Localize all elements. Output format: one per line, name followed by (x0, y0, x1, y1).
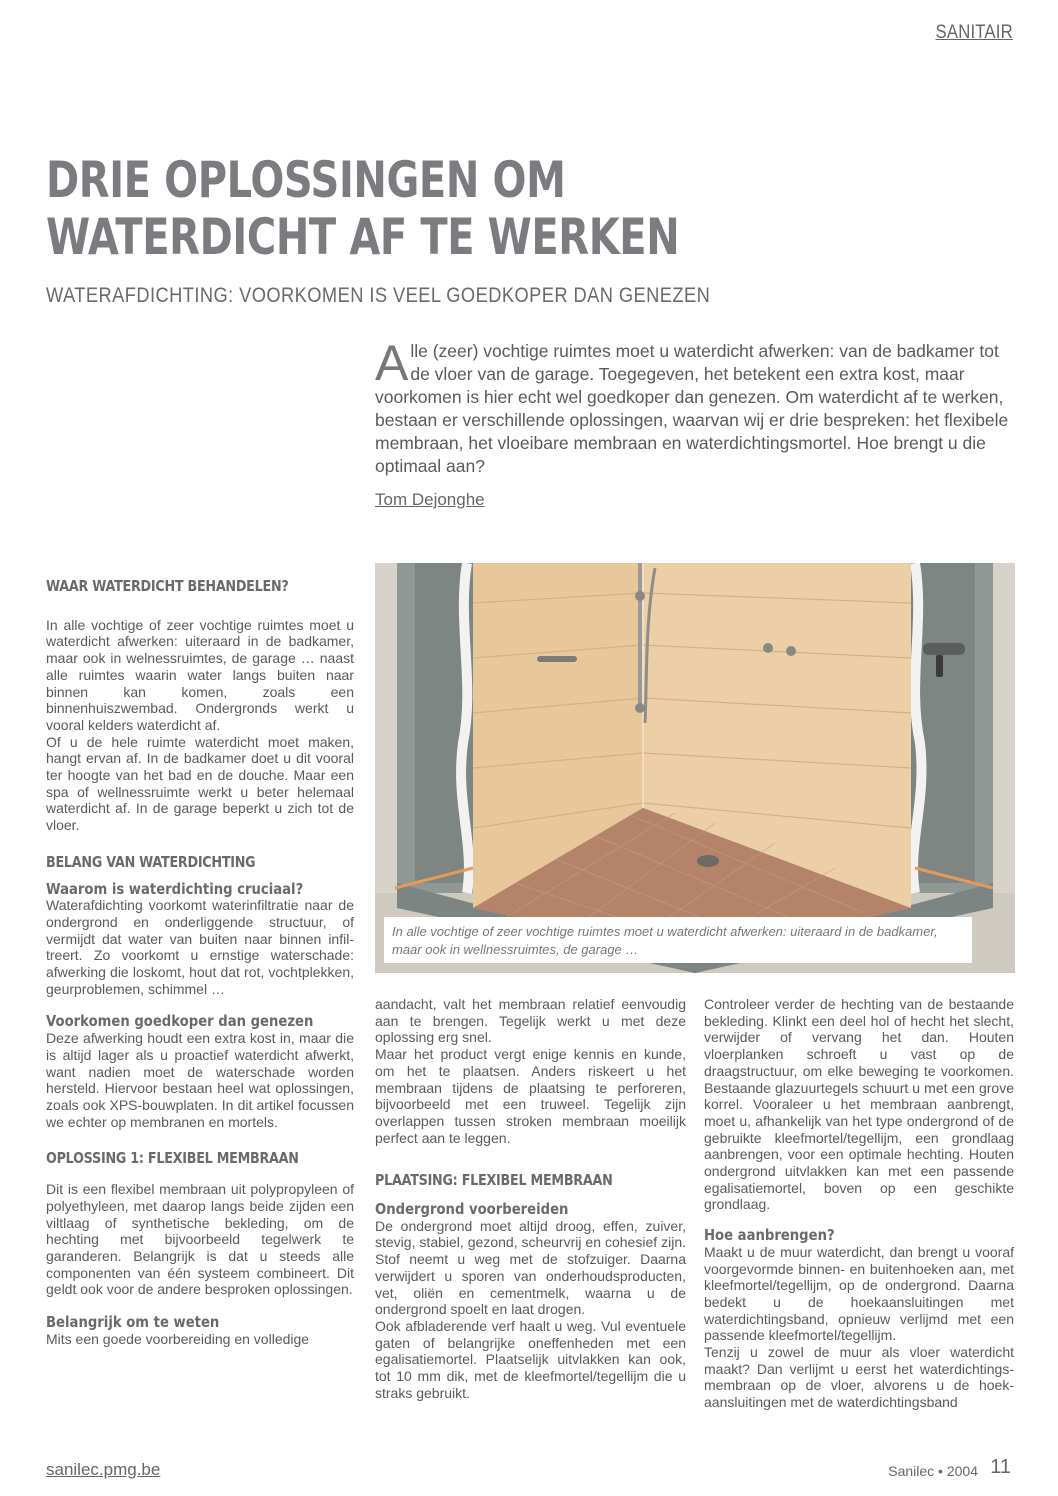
paragraph: Deze afwerking houdt een extra kost in, maar die is altijd lager als u proactief waterdicht afwerkt, want nadien moet de waterschade worden hersteld. Hiervoor bestaan heel wat oplossingen, zoals ook XPS-bouwplaten. In dit artikel focussen we echter op membranen en mortels. (46, 1030, 354, 1130)
paragraph: aandacht, valt het membraan relatief eenvoudig aan te brengen. Tegelijk werkt u met deze oplossing erg snel. (375, 996, 686, 1046)
shower-illustration (375, 563, 1015, 973)
footer-magazine-name: Sanilec • 2004 (888, 1463, 978, 1479)
paragraph: Controleer verder de hechting van de bestaande bekleding. Klinkt een deel hol of hecht het slecht, verwijder of vervang het dan. Houten vloerplanken schroeft u vast op de draagstructuur, om elke beweging te voorkomen. Bestaande glazuurtegels schuurt u met een grove korrel. Vooraleer u het membraan aanbrengt, moet u, afhankelijk van het type ondergrond of de gebruikte kleefmortel/tegellijm, een grondlaag aanbrengen, voor een optimale hechting. Houten ondergrond uitvlakken kan met een passende egalisatiemortel, boven op een geschikte grondlaag. (704, 996, 1014, 1213)
paragraph: Maakt u de muur waterdicht, dan brengt u vooraf voorgevormde binnen- en buitenhoeken aan, met kleefmortel/tegellijm, op de ondergrond. Daarna bedekt u de hoekaansluitingen met waterdichtingsband, opnieuw verlijmd met een passende kleefmortel/tegellijm. (704, 1243, 1014, 1344)
paragraph: Dit is een flexibel membraan uit polypropyleen of polyethyleen, met daarop langs beide zijden een viltlaag of synthetische bekleding, om de hechting met bijvoorbeeld tegelwerk te garanderen. Belangrijk is dat u steeds alle componenten van één systeem combineert. Dit geldt ook voor de andere besproken oplossingen. (46, 1181, 354, 1298)
paragraph: Ook afbladerende verf haalt u weg. Vul eventuele gaten of belangrijke oneffenheden met een egalisatiemortel. Plaatselijk uitvlakken kan ook, tot 10 mm dik, met de kleefmortel/tegellijm die u straks gebruikt. (375, 1317, 686, 1401)
intro-text: lle (zeer) vochtige ruimtes moet u waterdicht afwerken: van de badkamer tot de vloer van de garage. Toegegeven, het betekent een extra kost, maar voorkomen is hier echt wel goedkoper dan genezen. Om waterdicht af te werken, bestaan er verschillende oplossingen, waarvan wij er drie bespreken: het flexibele membraan, het vloeibare membraan en waterdichtingsmortel. Hoe brengt u die optimaal aan? (375, 341, 1009, 476)
heading-plaatsing: PLAATSING: FLEXIBEL MEMBRAAN (375, 1171, 613, 1190)
paragraph: De ondergrond moet altijd droog, effen, zuiver, stevig, stabiel, gezond, scheurvrij en cohesief zijn. Stof neemt u weg met de stofzuiger. Daarna verwijdert u sporen van onderhoudsproducten, vet, oliën en cementmelk, waarna u de ondergrond spoelt en laat drogen. (375, 1217, 686, 1318)
paragraph: In alle vochtige of zeer vochtige ruimtes moet u waterdicht afwerken: uiteraard in de badkamer, maar ook in welnessruimtes, de garage … naast alle ruimtes waarin water langs buiten naar binnen kan komen, zoals een binnenhuiszwembad. Ondergronds werkt u vooral kelders waterdicht af. (46, 616, 354, 733)
subheading: Ondergrond voorbereiden (375, 1200, 569, 1219)
column-3 (704, 996, 1014, 1411)
paragraph: Mits een goede voorbereiding en volledige (46, 1330, 310, 1347)
drop-cap: A (375, 335, 409, 391)
column-1 (46, 578, 354, 1347)
column-2 (375, 996, 686, 1401)
page-number: 11 (990, 1456, 1011, 1478)
heading-waar-waterdicht: WAAR WATERDICHT BEHANDELEN? (46, 577, 289, 595)
title-line-2: WATERDICHT AF TE WERKEN (46, 208, 680, 266)
paragraph: Maar het product vergt enige kennis en kunde, om het te plaatsen. Anders riskeert u het membraan tijdens de plaatsing te perforeren, bijvoorbeeld met een truweel. Tegelijk zijn overlappen tussen stroken membraan moeilijk perfect aan te leggen. (375, 1046, 686, 1146)
paragraph: Waterafdichting voorkomt waterinfiltratie naar de ondergrond en onderliggende structuur, of vermijdt dat water van buiten naar binnen infiltreert. Zo voorkomt u ernstige waterschade: afwerking die loskomt, hout dat rot, vochtplekken, geurproblemen, schimmel … (46, 897, 354, 997)
article-title (46, 152, 766, 266)
section-tag: SANITAIR (935, 22, 1013, 43)
heading-oplossing-1: OPLOSSING 1: FLEXIBEL MEMBRAAN (46, 1149, 299, 1168)
footer-website-link[interactable]: sanilec.pmg.be (46, 1460, 161, 1479)
paragraph: Of u de hele ruimte waterdicht moet maken, hangt ervan af. In de badkamer doet u dit vooral ter hoogte van het bad en de douche. Maar een spa of wellnessruimte werkt u beter helemaal waterdicht af. In de garage beperkt u zich tot de vloer. (46, 733, 354, 834)
heading-belang: BELANG VAN WATERDICHTING (46, 852, 256, 871)
photo-caption: In alle vochtige of zeer vochtige ruimtes moet u waterdicht afwerken: uiteraard in de badkamer, maar ook in wellnessruimtes, de garage … (384, 917, 972, 963)
shower-image (375, 563, 1015, 973)
subheading: Hoe aanbrengen? (704, 1226, 835, 1245)
subheading: Voorkomen goedkoper dan genezen (46, 1012, 314, 1031)
paragraph: Tenzij u zowel de muur als vloer waterdicht maakt? Dan verlijmt u eerst het waterdichtingsmembraan op de vloer, alvorens u de hoekaansluitingen met de waterdichtingsband (704, 1344, 1014, 1411)
subheading: Waarom is waterdichting cruciaal? (46, 879, 304, 898)
article-subtitle: WATERAFDICHTING: VOORKOMEN IS VEEL GOEDKOPER DAN GENEZEN (46, 284, 711, 307)
intro-paragraph (375, 335, 1015, 478)
title-line-1: DRIE OPLOSSINGEN OM (46, 151, 566, 209)
author-byline: Tom Dejonghe (375, 490, 485, 509)
subheading: Belangrijk om te weten (46, 1313, 220, 1332)
